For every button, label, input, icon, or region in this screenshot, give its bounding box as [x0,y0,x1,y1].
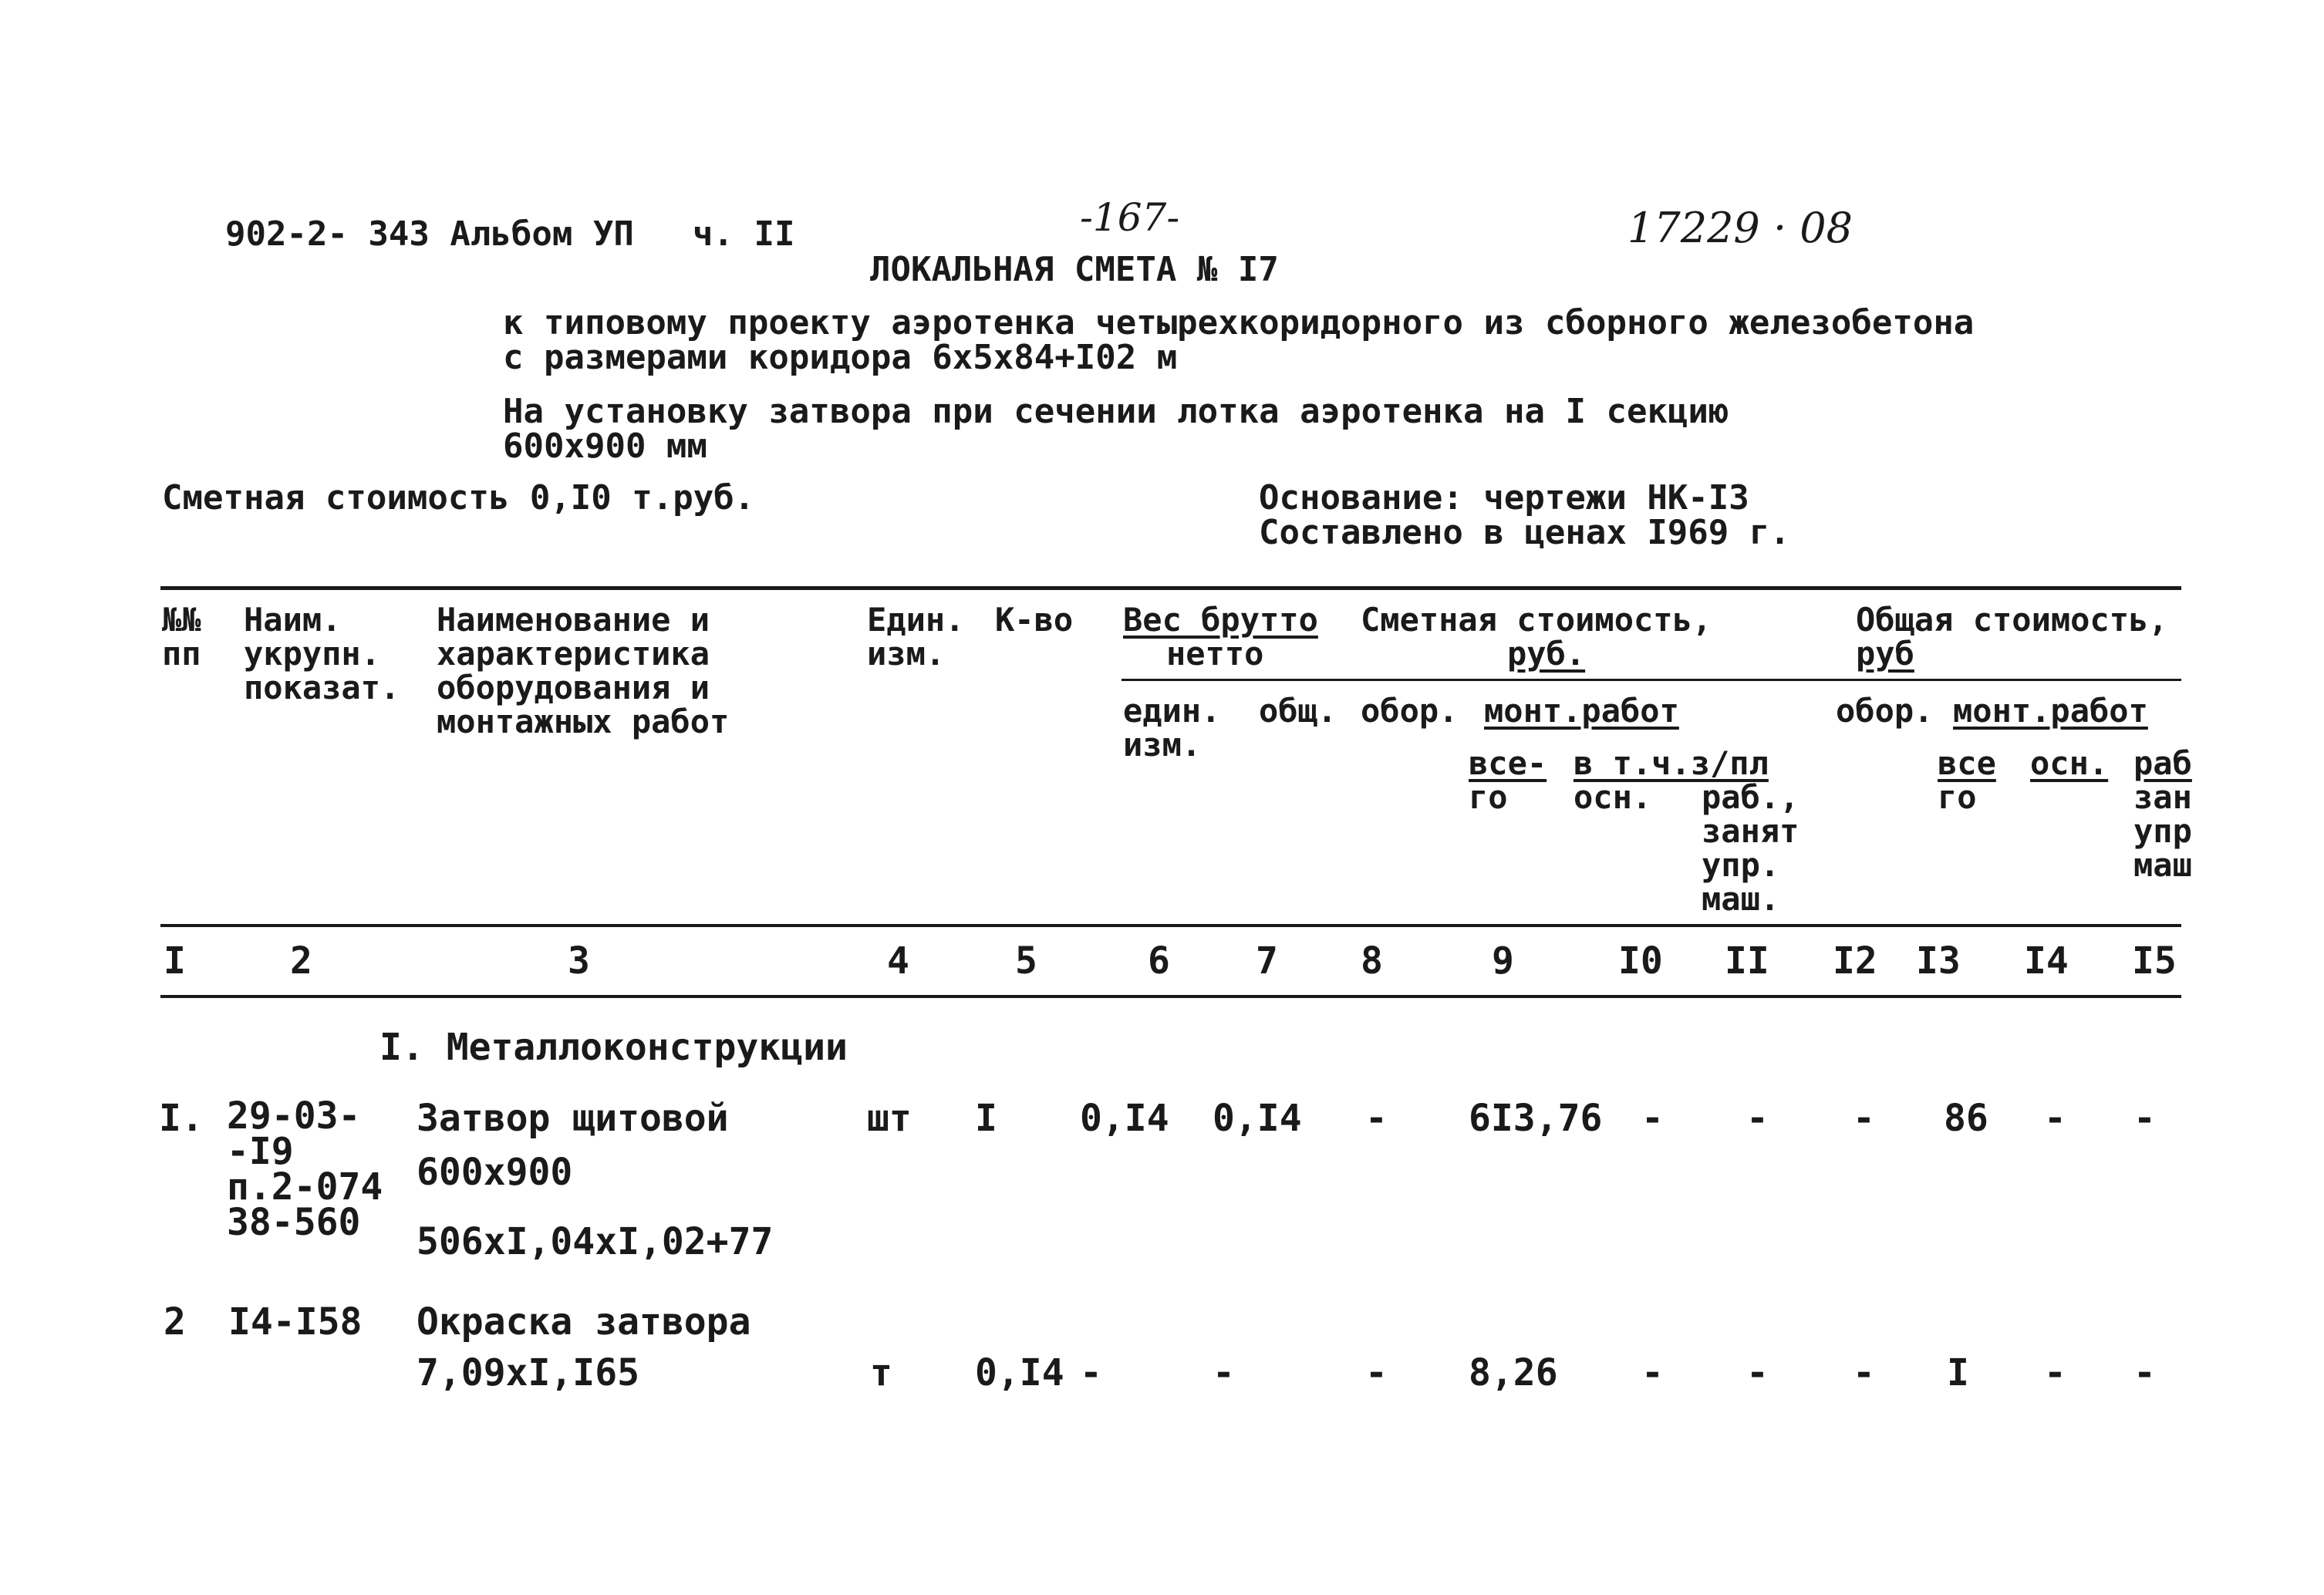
header-total-machine-wages: раб зан упр маш [2133,744,2192,884]
row-code: 29-03- -I9 п.2-074 38-560 [227,1094,383,1244]
section-heading: I. Металлоконструкции [379,1026,848,1069]
row-weight-total: 0,I4 [1213,1097,1302,1140]
header-cost-incl-wages: в т.ч.з/пл [1574,744,1769,782]
row-total-equipment: - [1853,1097,1875,1140]
col-number-4: 4 [887,939,909,983]
subheader-rule [1122,679,2181,681]
col-number-10: I0 [1618,939,1663,983]
col-number-13: I3 [1916,939,1961,983]
row-total-machine: - [2133,1351,2156,1394]
row-total-all: I [1947,1351,1969,1394]
header-cost-all: все- го [1469,744,1547,816]
col-number-6: 6 [1148,939,1170,983]
row-weight-unit: 0,I4 [1080,1097,1169,1140]
header-estimated-cost-unit: руб. [1507,635,1586,673]
header-weight-unit: един. изм. [1123,692,1221,764]
header-col-1: №№ пп [162,601,201,673]
col-number-15: I5 [2132,939,2177,983]
album-code: 902-2- 343 Альбом УП [225,214,634,254]
col-number-8: 8 [1361,939,1383,983]
row-equipment: - [1365,1351,1388,1394]
row-cost-machine: - [1746,1097,1769,1140]
header-bottom-rule [160,924,2181,927]
header-estimated-cost: Сметная стоимость, [1361,601,1712,639]
header-col-4: Един. изм. [867,601,965,673]
col-number-7: 7 [1256,939,1278,983]
row-quantity: 0,I4 [975,1351,1064,1394]
col-number-5: 5 [1015,939,1037,983]
header-col-2: Наим. укрупн. показат. [244,601,400,706]
subtitle-line-1: к типовому проекту аэротенка четырехкоридорного из сборного железобетона [503,303,1975,342]
col-number-3: 3 [568,939,590,983]
table-top-rule [160,586,2181,590]
row-unit: шт [867,1097,912,1140]
row-quantity: I [975,1097,997,1140]
header-total-cost-unit: руб [1856,635,1914,673]
page-number: -167- [1080,195,1180,240]
col-number-14: I4 [2024,939,2069,983]
header-total-equipment: обор. [1836,692,1934,730]
row-cost-machine: - [1746,1351,1769,1394]
col-number-9: 9 [1492,939,1514,983]
row-weight-total: - [1213,1351,1235,1394]
document-title: ЛОКАЛЬНАЯ СМЕТА № I7 [870,250,1279,289]
row-unit: т [870,1351,892,1394]
header-total-all: все го [1938,744,1996,816]
header-cost-machine-wages: раб., занят упр. маш. [1702,778,1799,918]
row-number: 2 [164,1300,186,1344]
row-name: Окраска затвора 7,09xI,I65 [417,1300,751,1394]
header-weight-total: общ. [1259,692,1337,730]
basis: Основание: чертежи НК-I3 [1259,478,1749,518]
row-total-machine: - [2133,1097,2156,1140]
header-cost-equipment: обор. [1361,692,1459,730]
header-total-cost: Общая стоимость, [1856,601,2168,639]
row-code: I4-I58 [228,1300,363,1344]
header-col-3: Наименование и характеристика оборудования и монтажных работ [437,601,730,740]
row-total-all: 86 [1944,1097,1988,1140]
column-number-rule [160,995,2181,998]
header-weight-net: нетто [1166,635,1264,673]
row-name: Затвор щитовой 600x900 506xI,04xI,02+77 [417,1097,774,1263]
row-equipment: - [1365,1097,1388,1140]
registration-number: 17229 · 08 [1627,204,1853,252]
header-total-mounting: монт.работ [1953,692,2148,730]
row-total-equipment: - [1853,1351,1875,1394]
header-cost-basic: осн. [1574,778,1652,816]
purpose-line-1: На установку затвора при сечении лотка аэротенка на I секцию [503,392,1729,431]
col-number-2: 2 [290,939,312,983]
price-year: Составлено в ценах I969 г. [1259,513,1790,552]
row-total-basic: - [2044,1097,2066,1140]
subtitle-line-2: с размерами коридора 6x5x84+I02 м [503,338,1178,377]
col-number-1: I [164,939,186,983]
row-weight-unit: - [1080,1351,1102,1394]
header-total-basic: осн. [2030,744,2109,782]
header-weight-gross: Вес брутто [1123,601,1318,639]
col-number-11: II [1725,939,1769,983]
row-cost-all: 8,26 [1469,1351,1558,1394]
row-cost-all: 6I3,76 [1469,1097,1603,1140]
header-col-5: К-во [995,601,1074,639]
estimated-cost: Сметная стоимость 0,I0 т.руб. [162,478,755,518]
row-number: I. [159,1097,204,1140]
row-cost-basic: - [1641,1097,1664,1140]
header-cost-mounting: монт.работ [1484,692,1679,730]
row-total-basic: - [2044,1351,2066,1394]
purpose-line-2: 600x900 мм [503,427,707,466]
album-part: ч. II [693,214,795,254]
row-cost-basic: - [1641,1351,1664,1394]
col-number-12: I2 [1833,939,1877,983]
